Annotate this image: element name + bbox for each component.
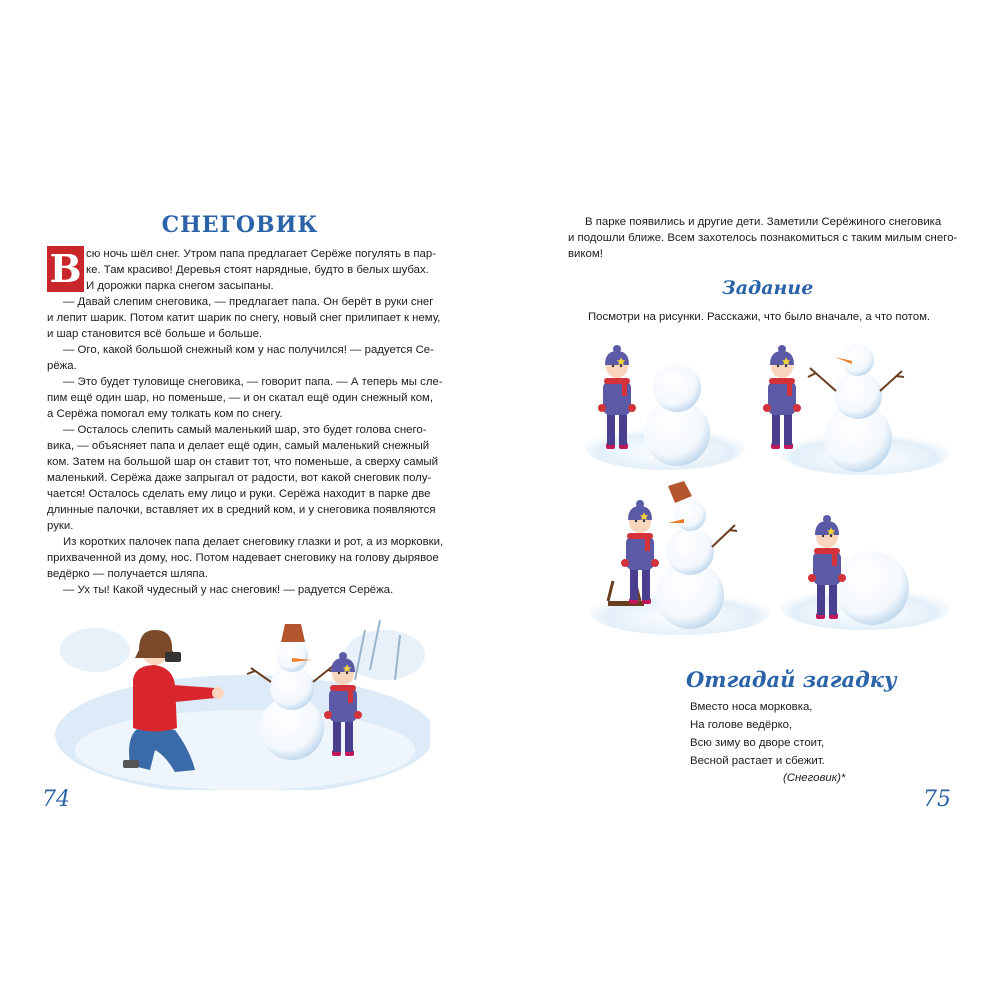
riddle-line: Всю зиму во дворе стоит, xyxy=(690,737,825,749)
story-line: ке. Там красиво! Деревья стоят нарядные, будто в белых шубах. xyxy=(86,264,429,276)
story-line: чается! Осталось сделать ему лицо и руки. Серёжа находит в парке две xyxy=(47,488,431,500)
book-spread xyxy=(0,205,1000,830)
riddle-line: На голове ведёрко, xyxy=(690,719,793,731)
story-line: И дорожки парка снегом засыпаны. xyxy=(86,280,274,292)
story-line: ком. Затем на большой шар он ставит тот, что поменьше, а сверху самый xyxy=(47,456,438,468)
story-line: маленький. Серёжа даже запрыгал от радости, вот какой снеговик полу- xyxy=(47,472,432,484)
page-number-right: 75 xyxy=(923,787,951,812)
page-number-left: 74 xyxy=(42,787,70,812)
story-line: руки. xyxy=(47,520,74,532)
drop-cap: В xyxy=(47,246,84,292)
task-heading: Задание xyxy=(722,277,814,299)
intro-line: В парке появились и другие дети. Заметили Серёжиного снеговика xyxy=(585,216,942,228)
story-line: рёжа. xyxy=(47,360,77,372)
story-line: вика, — объясняет папа и делает ещё один, самый маленький снежный xyxy=(47,440,430,452)
page-title: СНЕГОВИК xyxy=(161,212,319,238)
story-line: а Серёжа помогал ему толкать ком по снегу. xyxy=(47,408,283,420)
story-line: длинные палочки, вставляет их в средний ком, и у снеговика появляются xyxy=(47,504,436,516)
story-line: и лепит шарик. Потом катит шарик по снегу, новый снег прилипает к нему, xyxy=(47,312,441,324)
left-page xyxy=(0,205,500,830)
story-line: сю ночь шёл снег. Утром папа предлагает Серёже погулять в пар- xyxy=(86,248,437,260)
story-line: пим ещё один шар, но поменьше, — и он скатал ещё один снежный ком, xyxy=(47,392,434,404)
picture-snowman-bucket xyxy=(590,481,770,635)
riddle-line: Вместо носа морковка, xyxy=(690,701,813,713)
picture-two-balls xyxy=(585,345,745,470)
story-line: — Давай слепим снеговика, — предлагает папа. Он берёт в руки снег xyxy=(63,296,434,308)
picture-single-ball xyxy=(780,515,950,630)
father-son-snowman-illustration xyxy=(55,610,430,790)
story-line: — Ух ты! Какой чудесный у нас снеговик! — радуется Серёжа. xyxy=(63,584,394,596)
story-line: — Ого, какой большой снежный ком у нас получился! — радуется Се- xyxy=(63,344,434,356)
right-page xyxy=(500,205,1000,830)
riddle-line: Весной растает и сбежит. xyxy=(690,755,825,767)
intro-line: виком! xyxy=(568,248,603,260)
story-line: Из коротких палочек папа делает снеговику глазки и рот, а из морковки, xyxy=(63,536,444,548)
sequence-pictures xyxy=(580,333,950,643)
story-line: — Осталось слепить самый маленький шар, это будет голова снего- xyxy=(63,424,427,436)
task-text: Посмотри на рисунки. Расскажи, что было вначале, а что потом. xyxy=(588,311,931,323)
story-line: и шар становится всё больше и больше. xyxy=(47,328,263,340)
story-line: прихваченной из дому, нос. Потом надевает снеговику на голову дырявое xyxy=(47,552,439,564)
story-line: — Это будет туловище снеговика, — говорит папа. — А теперь мы сле- xyxy=(63,376,443,388)
story-line: ведёрко — получается шляпа. xyxy=(47,568,209,580)
picture-snowman-arms xyxy=(763,344,950,475)
riddle-answer: (Снеговик)* xyxy=(783,772,846,784)
intro-line: и подошли ближе. Всем захотелось познакомиться с таким милым снего- xyxy=(568,232,958,244)
riddle-heading: Отгадай загадку xyxy=(686,667,897,692)
